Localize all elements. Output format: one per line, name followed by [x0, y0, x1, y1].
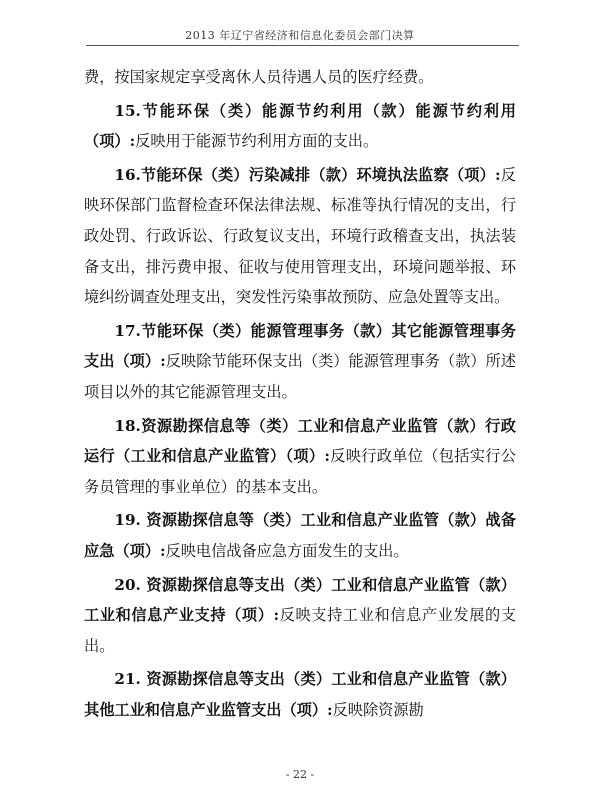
document-body	[84, 62, 516, 725]
item-text: 反映除资源勘	[332, 700, 424, 719]
item-heading: 18.资源勘探信息等（类）工业和信息产业监管（款）行政运行（工业和信息产业监管）（项）:	[84, 416, 516, 466]
item-text: 反映用于能源节约利用方面的支出。	[135, 132, 379, 151]
paragraph-item-19	[84, 505, 516, 566]
item-heading: 15.节能环保（类）能源节约利用（款）能源节约利用（项）:	[84, 101, 516, 151]
paragraph-item-16	[84, 160, 516, 313]
item-heading: 19. 资源勘探信息等（类）工业和信息产业监管（款）战备应急（项）:	[84, 511, 516, 560]
item-heading: 20. 资源勘探信息等支出（类）工业和信息产业监管（款）工业和信息产业支持（项）:	[84, 575, 516, 625]
paragraph-continuation	[84, 62, 516, 93]
paragraph-text: 费，按国家规定享受离休人员待遇人员的医疗经费。	[84, 68, 434, 86]
paragraph-item-21	[84, 664, 516, 725]
item-heading: 17.节能环保（类）能源管理事务（款）其它能源管理事务支出（项）:	[84, 321, 516, 371]
item-text: 反映行政单位（包括实行公务员管理的事业单位）的基本支出。	[84, 447, 516, 496]
item-heading: 16.节能环保（类）污染减排（款）环境执法监察（项）:	[114, 165, 501, 184]
header-rule	[86, 45, 519, 46]
paragraph-item-20	[84, 570, 516, 662]
page-number: - 22 -	[285, 768, 315, 781]
paragraph-item-17	[84, 316, 516, 408]
item-text: 反映电信战备应急方面发生的支出。	[165, 541, 409, 560]
item-text: 反映支持工业和信息产业发展的支出。	[84, 606, 517, 655]
paragraph-item-15	[84, 96, 516, 157]
running-header: 2013 年辽宁省经济和信息化委员会部门决算	[185, 29, 415, 42]
paragraph-item-18	[84, 411, 516, 503]
item-text: 反映除节能环保支出（类）能源管理事务（款）所述项目以外的其它能源管理支出。	[84, 352, 516, 401]
item-text: 反映环保部门监督检查环保法律法规、标准等执行情况的支出，行政处罚、行政诉讼、行政复议支出，环境行政稽查支出，执法装备支出，排污费申报、征收与使用管理支出，环境问题举报、环境纠纷调查处理支出，突发性污染事故预防、应急处置等支出。	[84, 165, 516, 307]
item-heading: 21. 资源勘探信息等支出（类）工业和信息产业监管（款）其他工业和信息产业监管支出（项）:	[84, 670, 516, 719]
